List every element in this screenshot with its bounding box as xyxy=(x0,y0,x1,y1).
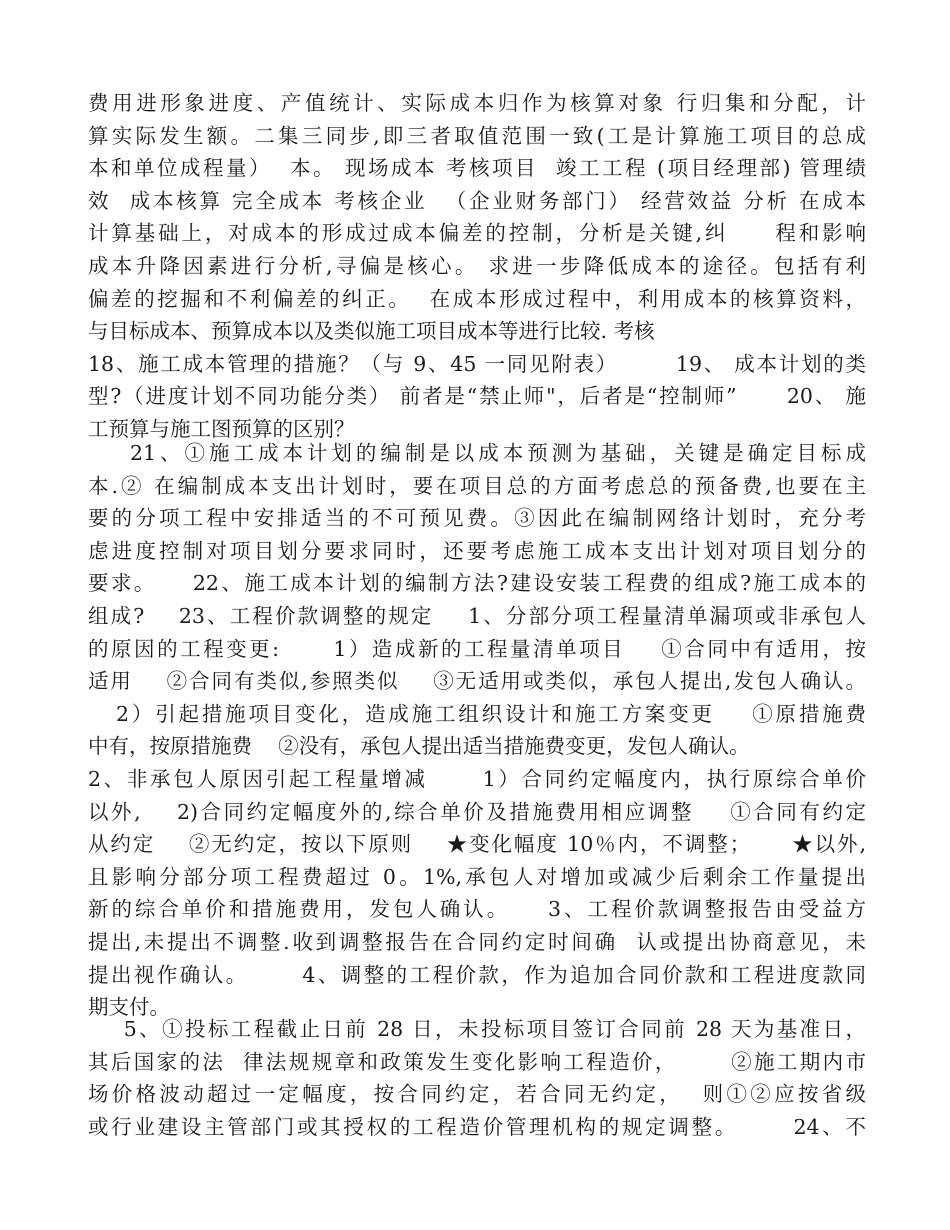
paragraph-base-date xyxy=(88,1013,866,1143)
text-line: 工预算与施工图预算的区别？ xyxy=(88,416,355,441)
text-line: 费用进形象进度、产值统计、实际成本归作为核算对象 行归集和分配，计 xyxy=(88,91,866,115)
text-line: 2、非承包人原因引起工程量增减 1）合同约定幅度内，执行原综合单价 xyxy=(88,766,866,791)
text-line: 效 成本核算 完全成本 考核企业 （企业财务部门） 经营效益 分析 在成本 xyxy=(88,188,866,213)
text-line: 且影响分部分项工程费超过 0。1%,承包人对增加或减少后剩余工作量提出 xyxy=(88,864,866,889)
text-line: 2）引起措施项目变化，造成施工组织设计和施工方案变更 ①原措施费 xyxy=(88,701,866,726)
text-line: 算实际发生额。二集三同步,即三者取值范围一致(工是计算施工项目的总成 xyxy=(88,123,866,148)
text-line: 要求。 22、施工成本计划的编制方法?建设安装工程费的组成?施工成本的 xyxy=(88,571,866,596)
text-line: 组成? 23、工程价款调整的规定 1、分部分项工程量清单漏项或非承包人 xyxy=(88,603,866,628)
text-line: 要的分项工程中安排适当的不可预见费。③因此在编制网络计划时，充分考 xyxy=(88,506,866,531)
text-line: 成本升降因素进行分析,寻偏是核心。 求进一步降低成本的途径。包括有利 xyxy=(88,253,866,278)
text-line: 18、施工成本管理的措施？（与 9、45 一同见附表） 19、 成本计划的类 xyxy=(88,351,866,376)
text-line: 或行业建设主管部门或其授权的工程造价管理机构的规定调整。 24、不 xyxy=(88,1114,866,1139)
text-line: 提出视作确认。 4、调整的工程价款，作为追加合同价款和工程进度款同 xyxy=(88,962,866,987)
text-line: 本和单位成程量） 本。 现场成本 考核项目 竣工工程 (项目经理部) 管理绩 xyxy=(88,156,866,181)
text-line: 期支付。 xyxy=(88,995,170,1020)
text-line: 场价格波动超过一定幅度，按合同约定，若合同无约定， 则①②应按省级 xyxy=(88,1082,866,1107)
text-line: 的原因的工程变更: 1）造成新的工程量清单项目 ①合同中有适用，按 xyxy=(88,636,866,661)
paragraph-cost-plan-and-price-adjustment xyxy=(88,437,866,1024)
text-line: 适用 ②合同有类似,参照类似 ③无适用或类似，承包人提出,发包人确认。 xyxy=(88,669,866,694)
text-line: 本.② 在编制成本支出计划时，要在项目总的方面考虑总的预备费,也要在主 xyxy=(88,473,866,498)
text-line: 偏差的挖掘和不利偏差的纠正。 在成本形成过程中，利用成本的核算资料， xyxy=(88,286,866,311)
text-line: 新的综合单价和措施费用，发包人确认。 3、工程价款调整报告由受益方 xyxy=(88,897,866,922)
text-line: 与目标成本、预算成本以及类似施工项目成本等进行比较. 考核 xyxy=(88,319,655,344)
text-line: 5、①投标工程截止日前 28 日，未投标项目签订合同前 28 天为基准日， xyxy=(88,1017,866,1041)
text-line: 其后国家的法 律法规规章和政策发生变化影响工程造价， ②施工期内市 xyxy=(88,1049,866,1074)
text-line: 型?（进度计划不同功能分类） 前者是“禁止师"，后者是“控制师” 20、 施 xyxy=(88,384,866,409)
text-line: 计算基础上，对成本的形成过成本偏差的控制，分析是关键,纠 程和影响 xyxy=(88,221,866,246)
text-line: 提出,未提出不调整.收到调整报告在合同约定时间确 认或提出协商意见，未 xyxy=(88,929,866,954)
text-line: 虑进度控制对项目划分要求同时，还要考虑施工成本支出计划对项目划分的 xyxy=(88,538,866,563)
text-line: 以外, 2)合同约定幅度外的,综合单价及措施费用相应调整 ①合同有约定 xyxy=(88,799,866,824)
text-line: 从约定 ②无约定，按以下原则 ★变化幅度 10％内，不调整； ★以外, xyxy=(88,832,866,857)
text-line: 中有，按原措施费 ②没有，承包人提出适当措施费变更，发包人确认。 xyxy=(88,734,750,759)
paragraph-cost-accounting xyxy=(88,87,866,446)
text-line: 21、①施工成本计划的编制是以成本预测为基础，关键是确定目标成 xyxy=(88,441,866,465)
